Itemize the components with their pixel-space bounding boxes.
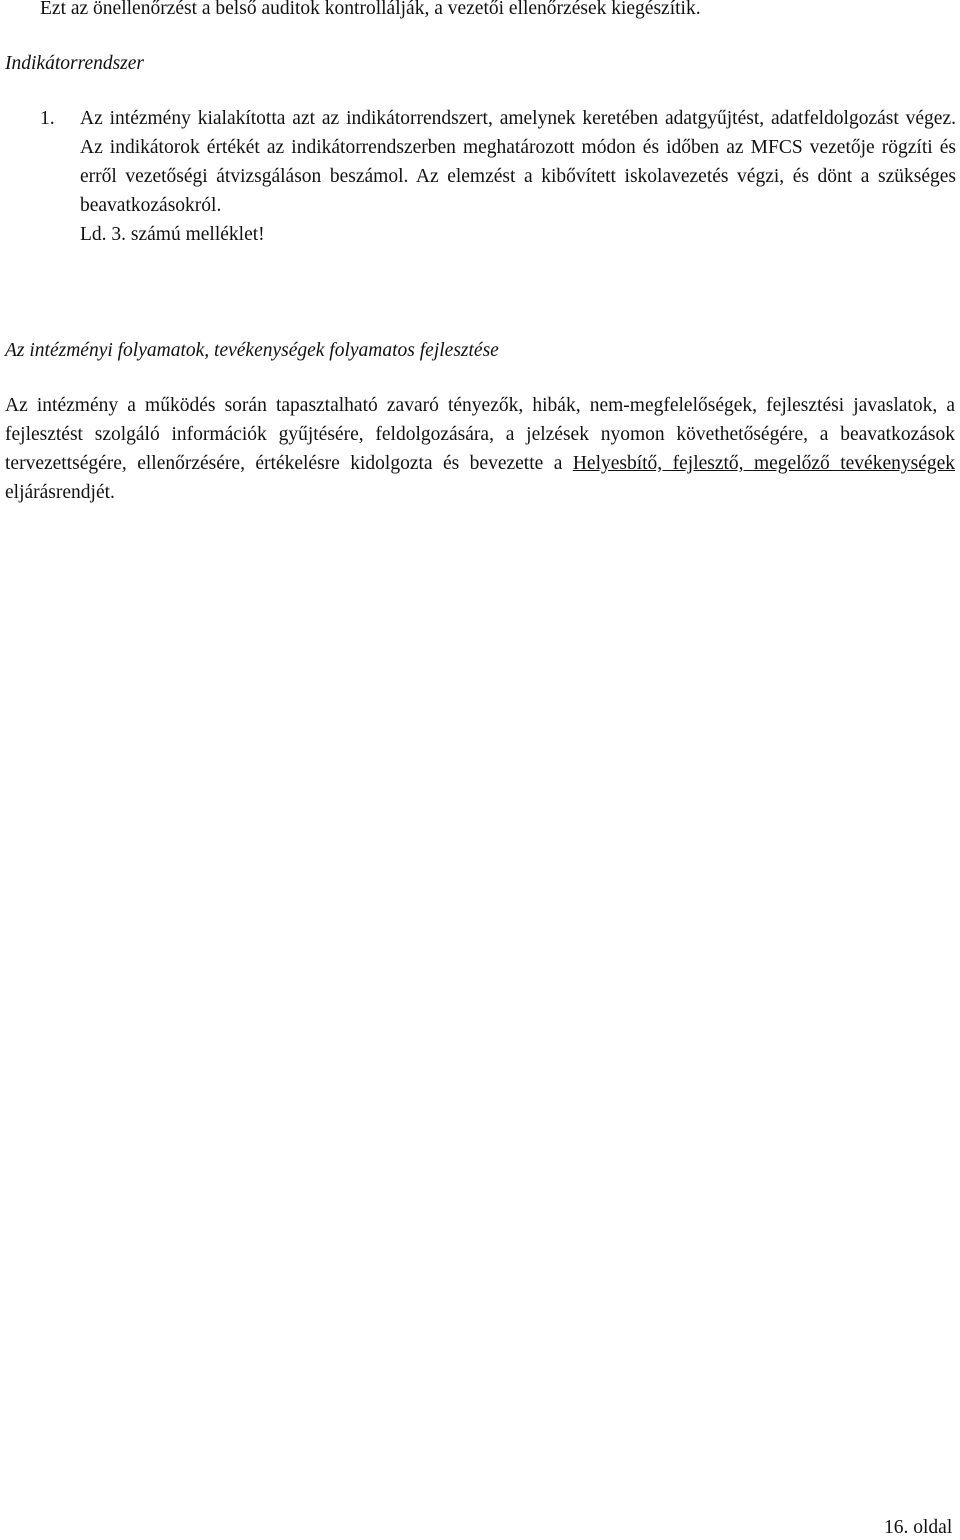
list-item xyxy=(80,104,956,249)
section-paragraph xyxy=(5,391,955,507)
section-paragraph-start: Az intézmény a működés során tapasztalható zavaró tényezők, hibák, nem-megfelelőségek, fejlesztési javaslatok, a fejlesztést szolgáló információk gyűjtésére, feldolgozására, a jelzések nyomon követhetőségére, a beavatkozások tervezettségére, ellenőrzésére, értékelésre kidolgozta és bevezette a xyxy=(5,395,955,474)
section-paragraph-end: eljárásrendjét. xyxy=(5,482,115,503)
list-item-reference: Ld. 3. számú melléklet! xyxy=(80,224,265,245)
indicator-heading: Indikátorrendszer xyxy=(5,53,145,74)
list-item-text: Az intézmény kialakította azt az indikátorrendszert, amelynek keretében adatgyűjtést, adatfeldolgozást végez. Az indikátorok értékét az indikátorrendszerben meghatározott módon és időben az MFCS vezetője rögzíti és erről vezetőségi átvizsgáláson beszámol. Az elemzést a kibővített iskolavezetés végzi, és dönt a szükséges beavatkozásokról. xyxy=(80,108,956,216)
list-item-number: 1. xyxy=(40,108,55,129)
intro-line: Ezt az önellenőrzést a belső auditok kontrollálják, a vezetői ellenőrzések kiegészítik. xyxy=(40,0,701,19)
page-number: 16. oldal xyxy=(884,1517,953,1538)
section-heading: Az intézményi folyamatok, tevékenységek folyamatos fejlesztése xyxy=(5,340,499,361)
procedure-link[interactable]: Helyesbítő, fejlesztő, megelőző tevékenységek xyxy=(572,453,956,474)
